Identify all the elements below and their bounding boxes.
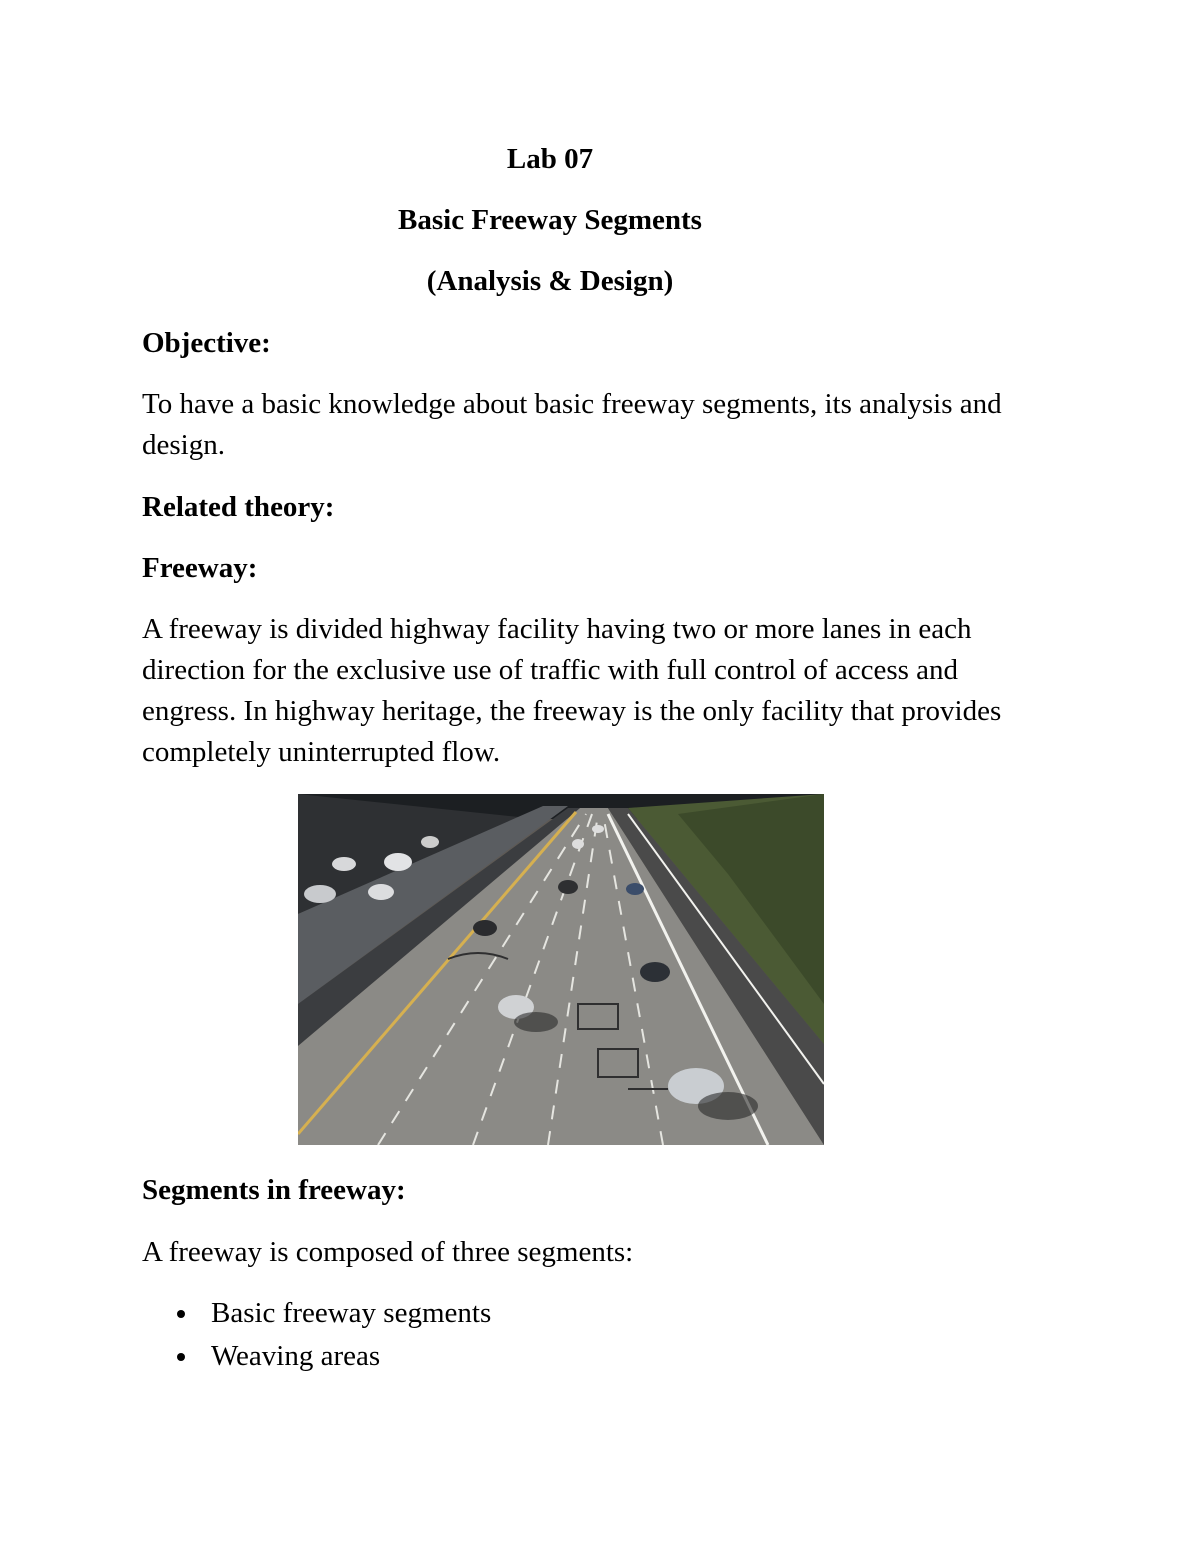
objective-heading: Objective:	[142, 327, 271, 359]
related-theory-heading: Related theory:	[142, 491, 335, 523]
freeway-definition: A freeway is divided highway facility having two or more lanes in each direction for the exclusive use of traffic with full control of access and engress. In highway heritage, the freeway is the only facility that provides completely uninterrupted flow.	[142, 613, 1002, 768]
bullet-icon	[177, 1353, 185, 1361]
list-item	[142, 1295, 491, 1338]
page-title: Basic Freeway Segments	[398, 204, 702, 236]
freeway-photo-illustration	[298, 794, 824, 1145]
segments-list	[142, 1295, 491, 1381]
list-item-text: Basic freeway segments	[211, 1297, 492, 1329]
objective-text: To have a basic knowledge about basic freeway segments, its analysis and design.	[142, 388, 1002, 461]
segments-heading: Segments in freeway:	[142, 1174, 406, 1206]
page-subtitle: (Analysis & Design)	[426, 265, 674, 297]
segments-intro: A freeway is composed of three segments:	[142, 1236, 634, 1268]
list-item	[142, 1338, 491, 1381]
bullet-icon	[177, 1310, 185, 1318]
freeway-heading: Freeway:	[142, 552, 258, 584]
list-item-text: Weaving areas	[211, 1340, 381, 1372]
freeway-photo	[298, 794, 824, 1145]
lab-number: Lab 07	[506, 143, 594, 175]
